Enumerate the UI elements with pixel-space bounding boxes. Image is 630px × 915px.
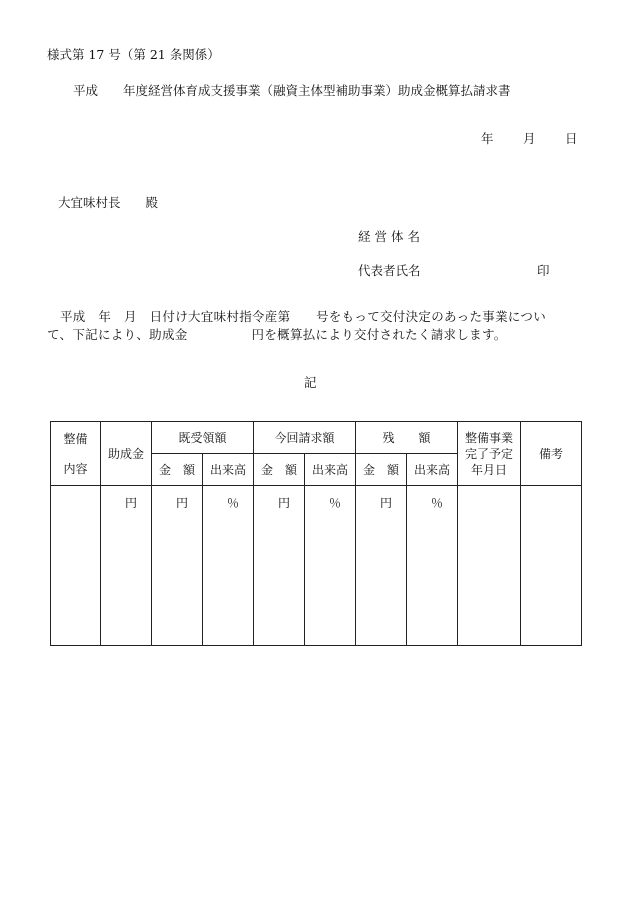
header-received: 既受領額: [152, 422, 254, 454]
cell-received-amount[interactable]: [152, 486, 203, 646]
sub-received-progress: 出来高: [203, 454, 254, 486]
sub-received-amount: 金 額: [152, 454, 203, 486]
representative-label: 代表者氏名: [358, 263, 421, 278]
unit-yen: 円: [380, 496, 393, 510]
sub-remaining-progress: 出来高: [407, 454, 458, 486]
cell-received-progress[interactable]: [203, 486, 254, 646]
header-completion-line-1: 整備事業: [465, 430, 514, 445]
unit-percent: ％: [227, 496, 240, 510]
header-completion-date: [458, 422, 521, 486]
request-table: [50, 421, 582, 646]
header-current: 今回請求額: [254, 422, 356, 454]
cell-current-progress[interactable]: [305, 486, 356, 646]
table-row: [51, 486, 582, 646]
header-completion-line-3: 年月日: [471, 462, 508, 477]
unit-yen: 円: [124, 496, 137, 510]
header-category-bottom: 内容: [63, 461, 88, 476]
cell-category[interactable]: [51, 486, 101, 646]
document-title: 平成 年度経営体育成支援事業（融資主体型補助事業）助成金概算払請求書: [73, 83, 511, 98]
unit-yen: 円: [278, 496, 291, 510]
sub-current-amount: 金 額: [254, 454, 305, 486]
cell-completion-date[interactable]: [458, 486, 521, 646]
header-remaining: 残 額: [356, 422, 458, 454]
header-subsidy: 助成金: [101, 422, 152, 486]
unit-yen: 円: [175, 496, 188, 510]
date-year: 年: [481, 131, 494, 146]
sub-current-progress: 出来高: [305, 454, 356, 486]
unit-percent: ％: [329, 496, 342, 510]
cell-remaining-progress[interactable]: [407, 486, 458, 646]
cell-subsidy[interactable]: [101, 486, 152, 646]
header-completion-line-2: 完了予定: [465, 446, 514, 461]
body-text-line-1: 平成 年 月 日付け大宜味村指令産第 号をもって交付決定のあった事業につい: [60, 309, 547, 324]
ki-heading: 記: [304, 375, 317, 390]
cell-remaining-amount[interactable]: [356, 486, 407, 646]
body-text-line-2: て、下記により、助成金 円を概算払により交付されたく請求します。: [47, 327, 507, 342]
sub-remaining-amount: 金 額: [356, 454, 407, 486]
unit-percent: ％: [431, 496, 444, 510]
cell-current-amount[interactable]: [254, 486, 305, 646]
date-month: 月: [523, 131, 536, 146]
seal-mark: 印: [537, 263, 550, 278]
header-category-top: 整備: [63, 431, 88, 446]
date-day: 日: [565, 131, 578, 146]
org-name-label: 経営体名: [358, 229, 425, 244]
cell-notes[interactable]: [521, 486, 582, 646]
header-category: [51, 422, 101, 486]
form-number: 様式第 17 号（第 21 条関係）: [47, 47, 220, 62]
header-notes: 備考: [521, 422, 582, 486]
table-header-row: [51, 422, 582, 454]
addressee: 大宜味村長 殿: [58, 195, 159, 210]
